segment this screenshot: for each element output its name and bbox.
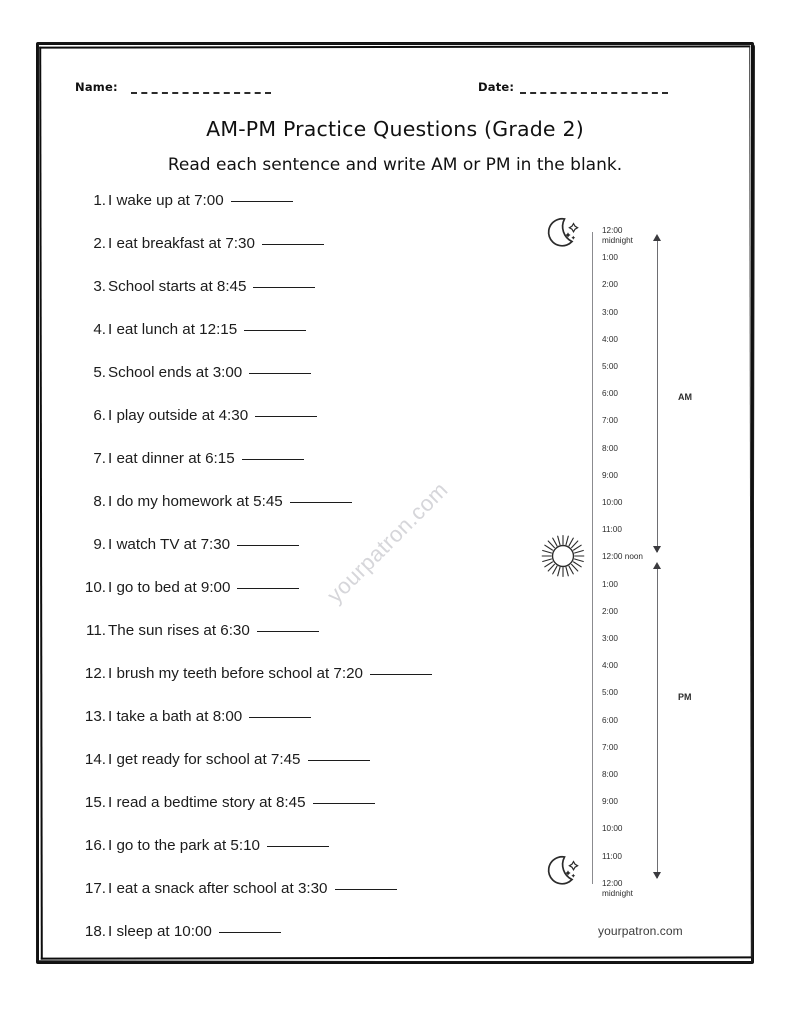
question-row xyxy=(72,837,502,880)
question-number: 16. xyxy=(84,837,106,854)
answer-blank[interactable] xyxy=(308,760,370,761)
timeline-hour-label-primary: 9:00 xyxy=(602,797,618,807)
timeline-hour-label xyxy=(602,852,622,862)
question-number: 5. xyxy=(93,364,106,381)
timeline-hour-label xyxy=(602,607,618,617)
pm-arrow-head-down xyxy=(653,872,661,879)
timeline-axis-line xyxy=(592,232,593,884)
timeline-hour-label xyxy=(602,688,618,698)
timeline-hour-label xyxy=(602,416,618,426)
timeline-hour-label-primary: 4:00 xyxy=(602,334,618,344)
question-text: I wake up at 7:00 xyxy=(108,192,224,209)
timeline-hour-label-primary: 10:00 xyxy=(602,824,623,834)
timeline-hour-label xyxy=(602,879,633,899)
timeline-hour-label xyxy=(602,498,623,508)
question-text: I do my homework at 5:45 xyxy=(108,493,283,510)
question-row xyxy=(72,751,502,794)
timeline-hour-label xyxy=(602,824,623,834)
question-row xyxy=(72,407,502,450)
question-text: School starts at 8:45 xyxy=(108,278,247,295)
timeline-hour-label-primary: 10:00 xyxy=(602,498,623,507)
timeline-hour-label-primary: 7:00 xyxy=(602,416,618,426)
question-list xyxy=(72,192,502,966)
question-text: I eat a snack after school at 3:30 xyxy=(108,880,328,897)
question-text: I eat dinner at 6:15 xyxy=(108,450,235,467)
timeline-hour-label xyxy=(602,389,618,399)
question-row xyxy=(72,493,502,536)
timeline-hour-label xyxy=(602,444,618,454)
timeline-hour-label-primary: 1:00 xyxy=(602,253,618,263)
question-number: 9. xyxy=(93,536,106,553)
timeline-hour-label xyxy=(602,471,618,481)
question-number: 15. xyxy=(84,794,106,811)
timeline-hour-label xyxy=(602,552,643,562)
answer-blank[interactable] xyxy=(237,545,299,546)
timeline-hour-label xyxy=(602,308,618,318)
pm-period-label: PM xyxy=(678,692,692,702)
footer-credit: yourpatron.com xyxy=(598,924,683,938)
timeline-hour-label xyxy=(602,797,618,807)
answer-blank[interactable] xyxy=(335,889,397,890)
date-input-blank[interactable] xyxy=(520,92,668,94)
moon-icon xyxy=(542,212,584,254)
answer-blank[interactable] xyxy=(253,287,315,288)
name-label: Name: xyxy=(75,80,118,94)
timeline-hour-label xyxy=(602,716,618,726)
timeline-hour-label-primary: 4:00 xyxy=(602,661,618,671)
answer-blank[interactable] xyxy=(249,717,311,718)
question-row xyxy=(72,622,502,665)
question-row xyxy=(72,665,502,708)
timeline-hour-label xyxy=(602,634,618,644)
question-number: 11. xyxy=(86,622,106,639)
page-title: AM-PM Practice Questions (Grade 2) xyxy=(206,117,584,141)
question-text: I get ready for school at 7:45 xyxy=(108,751,301,768)
question-row xyxy=(72,278,502,321)
question-row xyxy=(72,364,502,407)
timeline-hour-label-primary: 1:00 xyxy=(602,579,618,589)
question-number: 10. xyxy=(84,579,106,596)
timeline-hour-label xyxy=(602,743,618,753)
timeline-hour-label-primary: 5:00 xyxy=(602,362,618,371)
timeline-hour-label-primary: 3:00 xyxy=(602,307,618,317)
answer-blank[interactable] xyxy=(257,631,319,632)
pm-arrow-line xyxy=(657,568,658,878)
question-row xyxy=(72,321,502,364)
answer-blank[interactable] xyxy=(290,502,352,503)
answer-blank[interactable] xyxy=(219,932,281,933)
question-number: 17. xyxy=(84,880,106,897)
timeline-hour-label-primary: 12:00 noon xyxy=(602,552,643,562)
page-watermark: yourpatron.com xyxy=(322,476,453,608)
timeline-hour-label-primary: 2:00 xyxy=(602,280,618,290)
am-period-label: AM xyxy=(678,392,692,402)
question-text: I read a bedtime story at 8:45 xyxy=(108,794,306,811)
page-subtitle-instructions: Read each sentence and write AM or PM in the blank. xyxy=(167,155,623,175)
am-arrow-line xyxy=(657,240,658,552)
timeline-hour-label-primary: 6:00 xyxy=(602,715,618,725)
timeline-hour-label-primary: 6:00 xyxy=(602,389,618,399)
am-arrow-head-up xyxy=(653,234,661,241)
question-row xyxy=(72,708,502,751)
timeline-hour-label-primary: 7:00 xyxy=(602,742,618,752)
question-number: 13. xyxy=(84,708,106,725)
timeline-hour-label xyxy=(602,580,618,590)
timeline-hour-label xyxy=(602,335,618,345)
question-text: I eat lunch at 12:15 xyxy=(108,321,238,338)
timeline-hour-label-primary: 8:00 xyxy=(602,443,618,453)
question-text: School ends at 3:00 xyxy=(108,364,243,381)
question-row xyxy=(72,794,502,837)
question-row xyxy=(72,235,502,278)
answer-blank[interactable] xyxy=(313,803,375,804)
question-number: 6. xyxy=(93,407,106,424)
question-number: 8. xyxy=(93,493,106,510)
answer-blank[interactable] xyxy=(237,588,299,589)
question-row xyxy=(72,880,502,923)
answer-blank[interactable] xyxy=(262,244,324,245)
timeline-hour-label xyxy=(602,280,618,290)
timeline-hour-label-primary: 11:00 xyxy=(602,851,622,861)
question-text: I sleep at 10:00 xyxy=(108,923,212,940)
question-number: 12. xyxy=(84,665,106,682)
moon-icon xyxy=(542,850,584,892)
timeline-hour-label xyxy=(602,253,618,263)
question-text: The sun rises at 6:30 xyxy=(108,622,250,639)
question-number: 18. xyxy=(84,923,106,940)
timeline-hour-label xyxy=(602,525,622,535)
answer-blank[interactable] xyxy=(249,373,311,374)
question-text: I play outside at 4:30 xyxy=(108,407,249,424)
timeline-hour-label-primary: 11:00 xyxy=(602,525,622,535)
question-text: I brush my teeth before school at 7:20 xyxy=(108,665,363,682)
name-input-blank[interactable] xyxy=(131,92,271,94)
question-text: I go to bed at 9:00 xyxy=(108,579,231,596)
answer-blank[interactable] xyxy=(370,674,432,675)
timeline-hour-label xyxy=(602,226,633,246)
timeline-hour-label-primary: 2:00 xyxy=(602,606,618,616)
timeline-hour-label-primary: 3:00 xyxy=(602,634,618,643)
question-number: 1. xyxy=(93,192,106,209)
timeline-hour-label xyxy=(602,661,618,671)
timeline-hour-label-primary: 8:00 xyxy=(602,770,618,779)
pm-arrow-head-up xyxy=(653,562,661,569)
question-row xyxy=(72,192,502,235)
am-pm-timeline-diagram xyxy=(536,210,716,900)
question-number: 2. xyxy=(93,235,106,252)
timeline-hour-label-primary: 9:00 xyxy=(602,470,618,480)
timeline-hour-label xyxy=(602,770,618,780)
question-text: I go to the park at 5:10 xyxy=(108,837,260,854)
question-text: I take a bath at 8:00 xyxy=(108,708,243,725)
question-number: 7. xyxy=(93,450,106,467)
sun-icon xyxy=(539,532,587,580)
answer-blank[interactable] xyxy=(231,201,293,202)
answer-blank[interactable] xyxy=(267,846,329,847)
answer-blank[interactable] xyxy=(244,330,306,331)
am-arrow-head-down xyxy=(653,546,661,553)
question-text: I watch TV at 7:30 xyxy=(108,536,231,553)
date-label: Date: xyxy=(478,80,515,94)
answer-blank[interactable] xyxy=(242,459,304,460)
question-row xyxy=(72,450,502,493)
question-number: 4. xyxy=(93,321,106,338)
timeline-hour-label-primary: 12:00 xyxy=(602,226,623,235)
timeline-hour-label-secondary: midnight xyxy=(602,888,633,898)
timeline-hour-label xyxy=(602,362,618,372)
question-number: 14. xyxy=(84,751,106,768)
question-text: I eat breakfast at 7:30 xyxy=(108,235,255,252)
answer-blank[interactable] xyxy=(255,416,317,417)
question-number: 3. xyxy=(93,278,106,295)
timeline-hour-label-primary: 5:00 xyxy=(602,688,618,698)
question-row xyxy=(72,923,502,966)
question-row xyxy=(72,536,502,579)
timeline-hour-label-primary: 12:00 xyxy=(602,878,623,888)
question-row xyxy=(72,579,502,622)
timeline-hour-label-secondary: midnight xyxy=(602,236,633,245)
